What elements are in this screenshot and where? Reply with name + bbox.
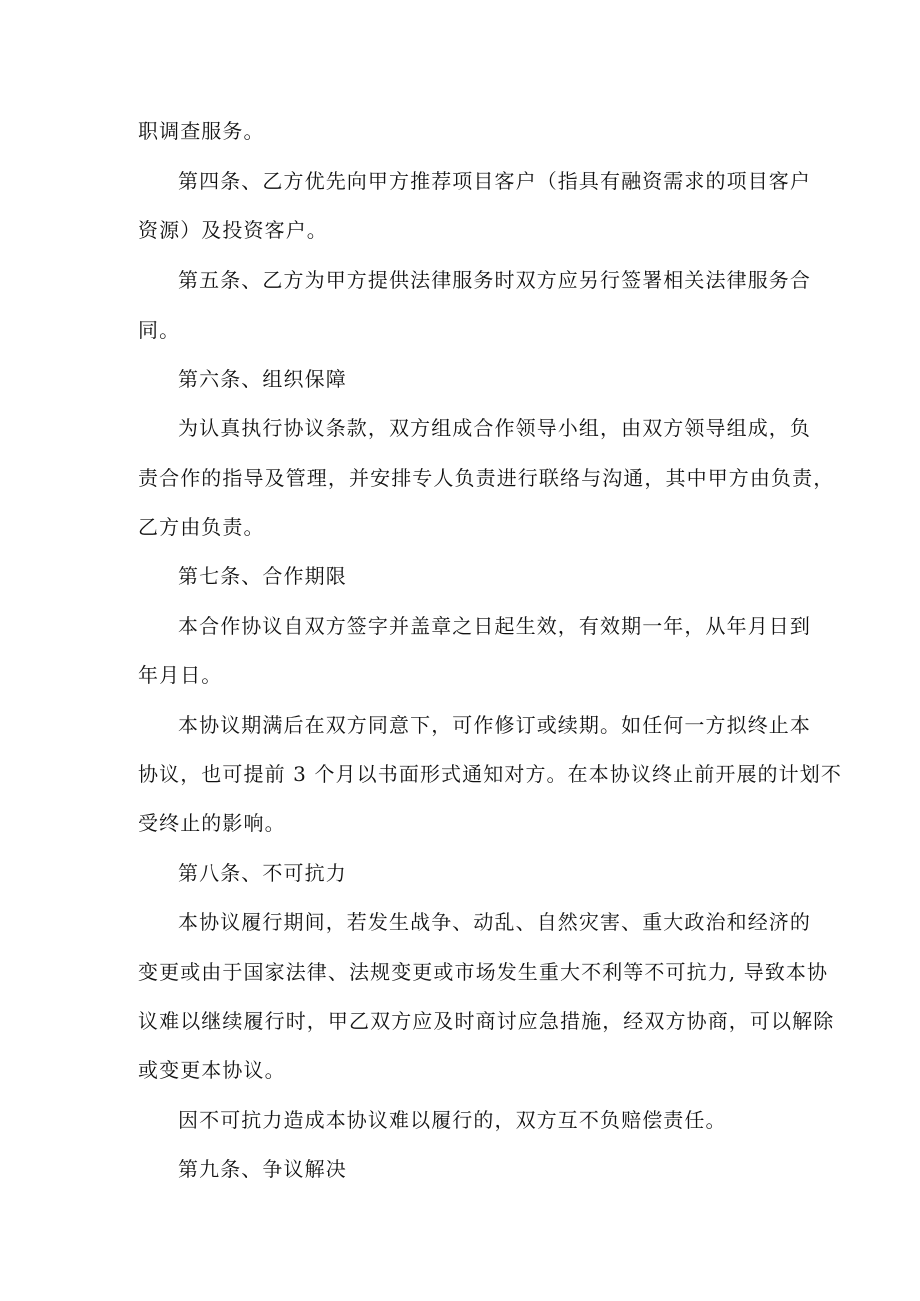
text-line: 议难以继续履行时，甲乙双方应及时商讨应急措施，经双方协商，可以解除 — [138, 1009, 835, 1033]
text-line: 变更或由于国家法律、法规变更或市场发生重大不利等不可抗力, 导致本协 — [138, 960, 829, 984]
text-line: 同。 — [138, 318, 181, 342]
text-line: 受终止的影响。 — [138, 811, 286, 835]
text-line: 协议，也可提前 3 个月以书面形式通知对方。在本协议终止前开展的计划不 — [138, 762, 842, 786]
paragraph-line: 本合作协议自双方签字并盖章之日起生效，有效期一年，从年月日到 — [178, 614, 811, 638]
text-line: 年月日。 — [138, 663, 223, 687]
text-line: 资源）及投资客户。 — [138, 218, 328, 242]
article-4-heading: 第四条、乙方优先向甲方推荐项目客户（指具有融资需求的项目客户 — [178, 169, 811, 193]
text-line: 责合作的指导及管理，并安排专人负责进行联络与沟通，其中甲方由负责， — [138, 466, 835, 490]
paragraph-line: 本协议履行期间，若发生战争、动乱、自然灾害、重大政治和经济的 — [178, 910, 811, 934]
article-9-heading: 第九条、争议解决 — [178, 1157, 347, 1181]
article-6-heading: 第六条、组织保障 — [178, 367, 347, 391]
paragraph-line: 本协议期满后在双方同意下，可作修订或续期。如任何一方拟终止本 — [178, 713, 811, 737]
article-8-heading: 第八条、不可抗力 — [178, 861, 347, 885]
article-7-heading: 第七条、合作期限 — [178, 564, 347, 588]
article-5-heading: 第五条、乙方为甲方提供法律服务时双方应另行签署相关法律服务合 — [178, 268, 811, 292]
text-line: 或变更本协议。 — [138, 1058, 286, 1082]
paragraph-line: 为认真执行协议条款，双方组成合作领导小组，由双方领导组成，负 — [178, 416, 811, 440]
text-line: 乙方由负责。 — [138, 515, 265, 539]
text-line: 职调查服务。 — [138, 119, 265, 143]
paragraph-line: 因不可抗力造成本协议难以履行的，双方互不负赔偿责任。 — [178, 1108, 727, 1132]
